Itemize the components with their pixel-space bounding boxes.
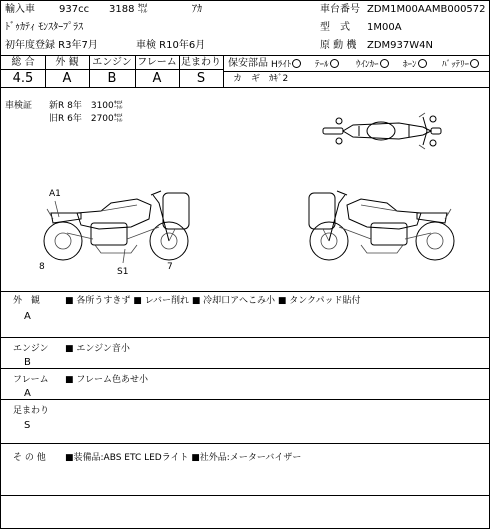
grade-header-overall: 総 合 — [11, 57, 35, 68]
damage-leader-lines — [41, 191, 191, 271]
grade-header-exterior: 外 観 — [55, 57, 79, 68]
equip-winker: ｳｲﾝｶｰ — [356, 59, 389, 70]
engine-value: ZDM937W4N — [367, 40, 433, 51]
grade-header-frame: フレーム — [137, 57, 177, 68]
inspection-expiry: 車検 R10年6月 — [136, 40, 206, 51]
section-suspension-label: 足まわり — [13, 406, 50, 416]
equip-battery: ﾊﾞｯﾃﾘｰ — [442, 59, 479, 70]
keys: カ ギ ｶｷﾞ2 — [233, 74, 289, 84]
grade-frame: A — [152, 71, 162, 86]
check-circle-icon — [418, 59, 427, 68]
section-other-note: ■装備品:ABS ETC LEDライト ■社外品:メーターバイザー — [65, 453, 302, 463]
model-name: ﾄﾞｩｶﾃｨ ﾓﾝｽﾀｰﾌﾟﾗｽ — [5, 22, 84, 33]
inspection-old: 旧R 6年 2700㌖ — [49, 114, 123, 124]
grade-engine: B — [107, 71, 117, 86]
grade-overall: 4.5 — [12, 71, 34, 86]
damage-mark-8: 8 — [39, 262, 45, 272]
equipment-label: 保安部品 — [228, 58, 268, 69]
check-circle-icon — [292, 59, 301, 68]
section-frame-note: ■ フレーム色あせ小 — [65, 375, 149, 385]
motorcycle-right-side-diagram — [297, 183, 457, 263]
type-value: 1M00A — [367, 22, 402, 33]
frame-no: ZDM1M00AAMB000572 — [367, 4, 486, 15]
check-circle-icon — [380, 59, 389, 68]
damage-mark-s1: S1 — [117, 267, 129, 277]
section-engine-grade: B — [24, 357, 31, 368]
equip-tail: ﾃｰﾙ — [315, 59, 339, 70]
equip-headlight: Hﾗｲﾄ — [271, 59, 301, 70]
frame-no-label: 車台番号 — [320, 4, 360, 15]
damage-mark-7: 7 — [167, 262, 173, 272]
grade-header-engine: エンジン — [92, 57, 132, 68]
first-registration: 初年度登録 R3年7月 — [5, 40, 98, 51]
grade-exterior: A — [62, 71, 72, 86]
section-other-label: そ の 他 — [13, 453, 46, 463]
section-frame-label: フレーム — [13, 375, 49, 385]
type-label: 型 式 — [320, 22, 350, 33]
section-exterior-grade: A — [24, 311, 31, 322]
color: ｱｶ — [192, 4, 202, 15]
section-engine-label: エンジン — [13, 344, 49, 354]
mileage: 3188 ㌖ — [109, 4, 148, 15]
check-circle-icon — [330, 59, 339, 68]
motorcycle-top-view-diagram — [319, 111, 445, 155]
grade-header-suspension: 足まわり — [181, 57, 221, 68]
damage-mark-a1: A1 — [49, 189, 61, 199]
displacement: 937cc — [59, 4, 90, 15]
check-circle-icon — [470, 59, 479, 68]
section-frame-grade: A — [24, 388, 31, 399]
section-engine-note: ■ エンジン音小 — [65, 344, 130, 354]
equip-horn: ﾎｰﾝ — [403, 59, 427, 70]
section-exterior-note: ■ 各所うすきず ■ レバー削れ ■ 冷却口アへこみ小 ■ タンクパッド貼付 — [65, 296, 361, 306]
section-exterior-label: 外 観 — [13, 296, 41, 306]
section-suspension-grade: S — [24, 420, 31, 431]
import-type: 輸入車 — [5, 4, 35, 15]
grade-suspension: S — [196, 71, 206, 86]
engine-label: 原 動 機 — [320, 40, 357, 51]
inspection-new: 新R 8年 3100㌖ — [49, 101, 123, 111]
inspection-record-label: 車検証 — [5, 101, 33, 111]
